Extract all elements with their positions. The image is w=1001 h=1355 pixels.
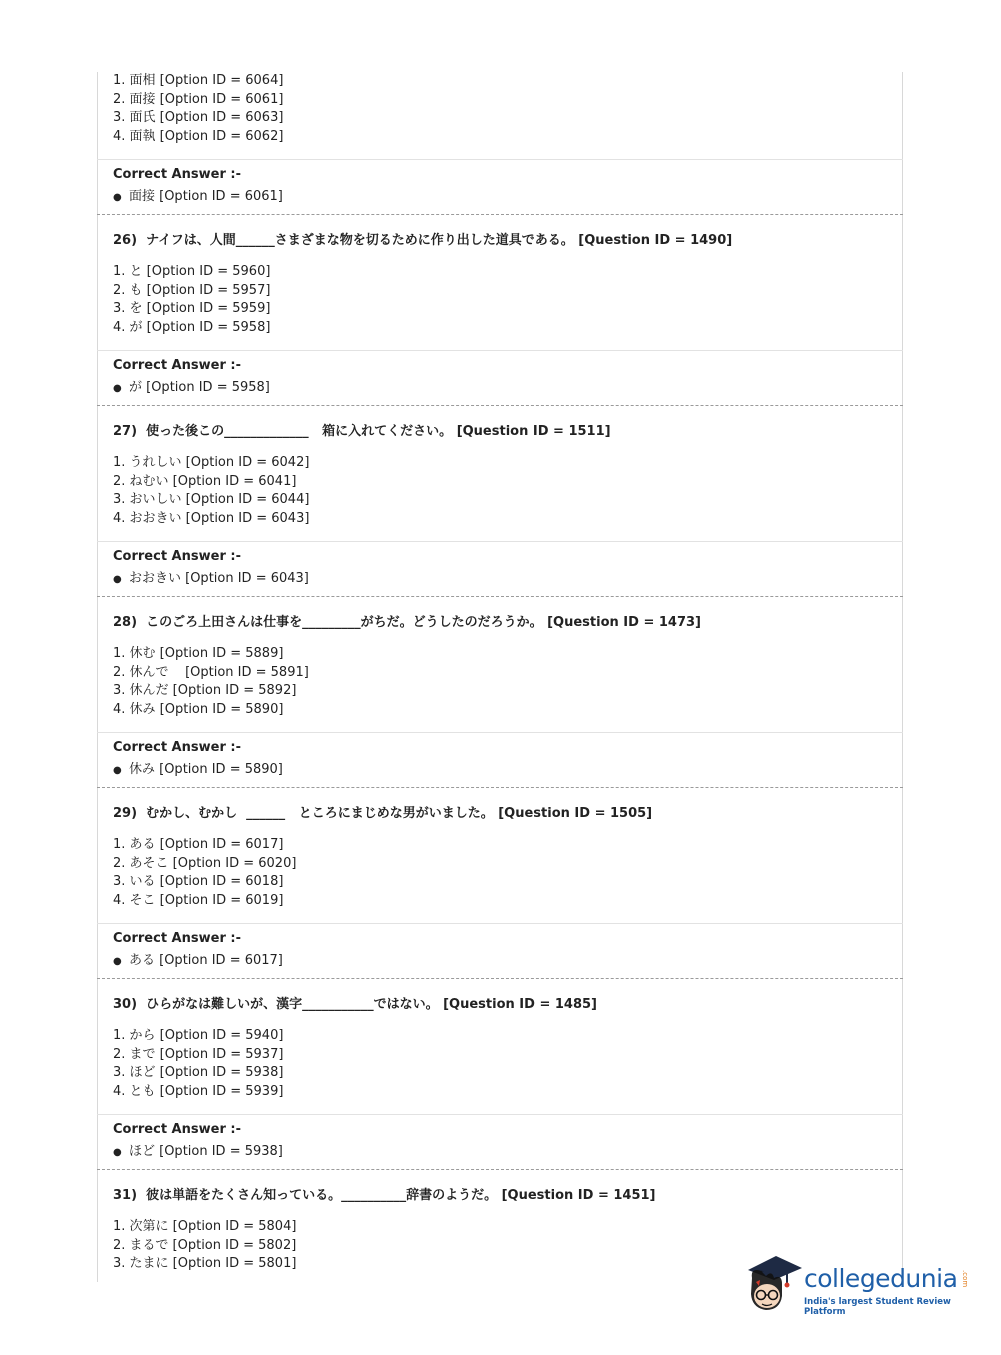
correct-answer-block	[97, 548, 903, 589]
correct-answer-block	[97, 357, 903, 398]
correct-answer-text: 面接 [Option ID = 6061]	[129, 189, 283, 204]
correct-answer-label: Correct Answer :-	[113, 549, 241, 564]
question-text: 26) ナイフは、人間______さまざまな物を切るために作り出した道具である。 [Question ID = 1490]	[113, 233, 733, 248]
divider	[97, 159, 903, 160]
option-4: 4. 面執 [Option ID = 6062]	[113, 128, 284, 144]
brand-name: collegedunia	[804, 1264, 958, 1293]
divider	[97, 923, 903, 924]
divider	[97, 541, 903, 542]
question-text: 28) このごろ上田さんは仕事を_________がちだ。どうしたのだろうか。 [Question ID = 1473]	[113, 615, 701, 630]
option-1: 1. ある [Option ID = 6017]	[113, 837, 284, 852]
divider	[97, 1114, 903, 1115]
question-divider	[97, 787, 903, 788]
option-3: 3. を [Option ID = 5959]	[113, 301, 271, 316]
question-divider	[97, 405, 903, 406]
correct-answer-label: Correct Answer :-	[113, 358, 241, 373]
correct-answer-label: Correct Answer :-	[113, 1122, 241, 1137]
option-2: 2. ねむい [Option ID = 6041]	[113, 473, 297, 489]
correct-answer-text: ほど [Option ID = 5938]	[129, 1144, 283, 1159]
bullet-icon: ●	[113, 574, 122, 585]
bullet-icon: ●	[113, 383, 122, 394]
bullet-icon: ●	[113, 192, 122, 203]
correct-answer-text: が [Option ID = 5958]	[129, 380, 270, 395]
question-27-options	[97, 454, 903, 528]
option-3: 3. たまに [Option ID = 5801]	[113, 1256, 297, 1271]
option-4: 4. とも [Option ID = 5939]	[113, 1083, 284, 1099]
correct-answer-text: 休み [Option ID = 5890]	[129, 762, 283, 777]
divider	[97, 350, 903, 351]
question-31	[97, 1187, 903, 1205]
option-1: 1. うれしい [Option ID = 6042]	[113, 455, 310, 470]
option-3: 3. おいしい [Option ID = 6044]	[113, 492, 310, 507]
option-2: 2. まで [Option ID = 5937]	[113, 1046, 284, 1062]
correct-answer-item	[113, 1143, 903, 1162]
correct-answer-item	[113, 761, 903, 780]
correct-answer-item	[113, 379, 903, 398]
option-3: 3. 面氏 [Option ID = 6063]	[113, 110, 284, 125]
mascot-icon	[742, 1248, 804, 1318]
correct-answer-text: ある [Option ID = 6017]	[129, 953, 283, 968]
question-26	[97, 232, 903, 250]
option-3: 3. いる [Option ID = 6018]	[113, 874, 284, 889]
option-3: 3. ほど [Option ID = 5938]	[113, 1065, 284, 1080]
option-4: 4. そこ [Option ID = 6019]	[113, 892, 284, 908]
question-divider	[97, 1169, 903, 1170]
question-text: 27) 使った後この_____________ 箱に入れてください。 [Question ID = 1511]	[113, 424, 611, 439]
question-30	[97, 996, 903, 1014]
correct-answer-label: Correct Answer :-	[113, 740, 241, 755]
option-2: 2. まるで [Option ID = 5802]	[113, 1237, 297, 1253]
question-divider	[97, 978, 903, 979]
divider	[97, 732, 903, 733]
option-4: 4. が [Option ID = 5958]	[113, 319, 271, 335]
bullet-icon: ●	[113, 765, 122, 776]
brand-suffix: .com	[961, 1270, 969, 1288]
option-2: 2. あそこ [Option ID = 6020]	[113, 855, 297, 871]
correct-answer-label: Correct Answer :-	[113, 167, 241, 182]
bullet-icon: ●	[113, 1147, 122, 1158]
question-29	[97, 805, 903, 823]
option-1: 1. 次第に [Option ID = 5804]	[113, 1219, 297, 1234]
option-1: 1. と [Option ID = 5960]	[113, 264, 271, 279]
question-28	[97, 614, 903, 632]
correct-answer-item	[113, 188, 903, 207]
option-1: 1. 休む [Option ID = 5889]	[113, 646, 284, 661]
question-28-options	[97, 645, 903, 719]
option-4: 4. 休み [Option ID = 5890]	[113, 701, 284, 717]
correct-answer-item	[113, 952, 903, 971]
brand-tagline: India's largest Student Review Platform	[804, 1297, 951, 1317]
option-1: 1. から [Option ID = 5940]	[113, 1028, 284, 1043]
question-text: 30) ひらがなは難しいが、漢字___________ではない。 [Question ID = 1485]	[113, 997, 597, 1012]
question-text: 29) むかし、むかし ______ ところにまじめな男がいました。 [Question ID = 1505]	[113, 806, 653, 821]
option-2: 2. 面接 [Option ID = 6061]	[113, 91, 284, 107]
question-divider	[97, 214, 903, 215]
correct-answer-block	[97, 930, 903, 971]
question-text: 31) 彼は単語をたくさん知っている。__________辞書のようだ。 [Question ID = 1451]	[113, 1188, 656, 1203]
correct-answer-block	[97, 166, 903, 207]
question-25-options	[97, 72, 903, 146]
option-1: 1. 面相 [Option ID = 6064]	[113, 73, 284, 88]
question-29-options	[97, 836, 903, 910]
correct-answer-block	[97, 1121, 903, 1162]
question-26-options	[97, 263, 903, 337]
question-27	[97, 423, 903, 441]
question-divider	[97, 596, 903, 597]
option-4: 4. おおきい [Option ID = 6043]	[113, 510, 310, 526]
option-3: 3. 休んだ [Option ID = 5892]	[113, 683, 297, 698]
correct-answer-block	[97, 739, 903, 780]
correct-answer-text: おおきい [Option ID = 6043]	[129, 571, 309, 586]
question-30-options	[97, 1027, 903, 1101]
option-2: 2. 休んで [Option ID = 5891]	[113, 664, 309, 680]
correct-answer-label: Correct Answer :-	[113, 931, 241, 946]
collegedunia-logo[interactable]	[742, 1248, 972, 1318]
correct-answer-item	[113, 570, 903, 589]
option-2: 2. も [Option ID = 5957]	[113, 282, 271, 298]
bullet-icon: ●	[113, 956, 122, 967]
